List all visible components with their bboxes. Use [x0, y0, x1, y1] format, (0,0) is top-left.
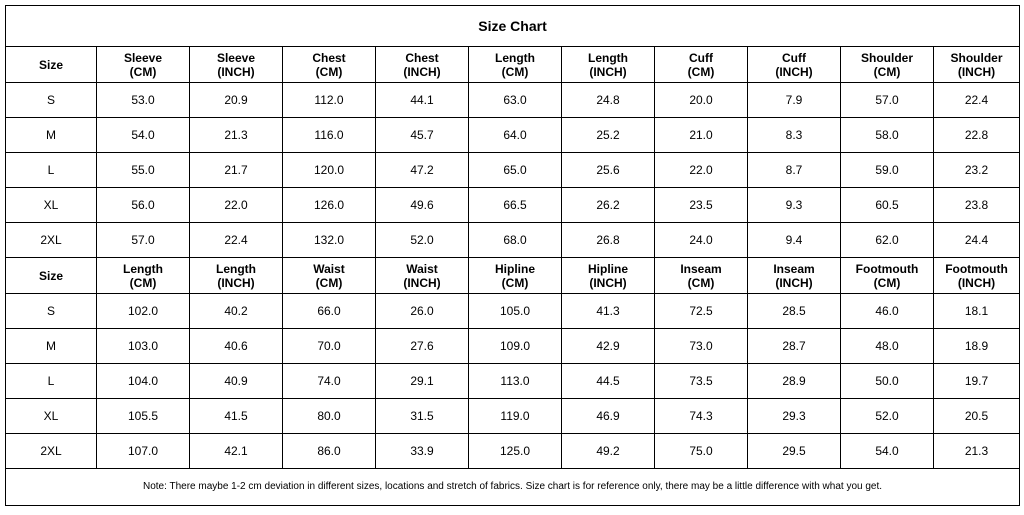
header-unit: (INCH): [589, 64, 627, 79]
header-label: Sleeve: [123, 50, 163, 65]
measurement-cell: 41.3: [562, 294, 655, 329]
top-header-row: [6, 47, 1020, 83]
header-unit: (INCH): [217, 64, 255, 79]
bottom-header-row: [6, 258, 1020, 294]
header-label: Cuff: [689, 50, 713, 65]
header-label: Cuff: [782, 50, 806, 65]
measurement-cell: 27.6: [376, 329, 469, 364]
measurement-cell: 80.0: [283, 399, 376, 434]
measurement-cell: 46.0: [841, 294, 934, 329]
measurement-cell: 73.0: [655, 329, 748, 364]
measurement-cell: 44.5: [562, 364, 655, 399]
header-label: Waist: [313, 261, 345, 276]
measurement-cell: 68.0: [469, 223, 562, 258]
measurement-cell: 112.0: [283, 83, 376, 118]
header-unit: (INCH): [957, 275, 996, 290]
header-unit: (CM): [501, 275, 529, 290]
bottom-header-cell: [376, 258, 469, 294]
header-label: Shoulder: [950, 50, 1003, 65]
header-unit: (INCH): [217, 275, 255, 290]
bottom-header-cell: [190, 258, 283, 294]
measurement-cell: 42.9: [562, 329, 655, 364]
bottom-table-row: [6, 399, 1020, 434]
size-label-cell: M: [6, 329, 97, 364]
measurement-cell: 21.3: [190, 118, 283, 153]
size-chart-table: [5, 5, 1020, 506]
header-label: Shoulder: [860, 50, 913, 65]
header-label: Size: [38, 57, 63, 72]
measurement-cell: 50.0: [841, 364, 934, 399]
measurement-cell: 21.7: [190, 153, 283, 188]
measurement-cell: 52.0: [841, 399, 934, 434]
measurement-cell: 18.9: [934, 329, 1020, 364]
size-label-cell: XL: [6, 399, 97, 434]
measurement-cell: 109.0: [469, 329, 562, 364]
header-unit: (INCH): [775, 64, 813, 79]
header-unit: (CM): [129, 275, 157, 290]
measurement-cell: 47.2: [376, 153, 469, 188]
measurement-cell: 49.2: [562, 434, 655, 469]
measurement-cell: 9.3: [748, 188, 841, 223]
measurement-cell: 29.1: [376, 364, 469, 399]
bottom-header-cell: [934, 258, 1020, 294]
header-unit: (CM): [687, 275, 715, 290]
measurement-cell: 53.0: [97, 83, 190, 118]
measurement-cell: 28.5: [748, 294, 841, 329]
top-table-row: [6, 188, 1020, 223]
header-unit: (INCH): [589, 275, 627, 290]
header-label: Chest: [405, 50, 439, 65]
header-unit: (INCH): [403, 64, 441, 79]
measurement-cell: 63.0: [469, 83, 562, 118]
header-label: Footmouth: [945, 261, 1008, 276]
bottom-header-cell: [748, 258, 841, 294]
measurement-cell: 22.8: [934, 118, 1020, 153]
measurement-cell: 74.3: [655, 399, 748, 434]
measurement-cell: 66.0: [283, 294, 376, 329]
header-unit: (CM): [315, 64, 343, 79]
measurement-cell: 23.2: [934, 153, 1020, 188]
header-unit: (CM): [873, 275, 901, 290]
measurement-cell: 24.4: [934, 223, 1020, 258]
measurement-cell: 40.6: [190, 329, 283, 364]
top-header-cell: [748, 47, 841, 83]
header-label: Size: [38, 268, 63, 283]
top-table-row: [6, 118, 1020, 153]
header-label: Footmouth: [855, 261, 919, 276]
bottom-header-cell: [655, 258, 748, 294]
header-label: Waist: [406, 261, 438, 276]
measurement-cell: 23.8: [934, 188, 1020, 223]
measurement-cell: 31.5: [376, 399, 469, 434]
bottom-header-cell: [97, 258, 190, 294]
measurement-cell: 33.9: [376, 434, 469, 469]
measurement-cell: 26.2: [562, 188, 655, 223]
measurement-cell: 45.7: [376, 118, 469, 153]
bottom-table-row: [6, 364, 1020, 399]
measurement-cell: 29.3: [748, 399, 841, 434]
measurement-cell: 66.5: [469, 188, 562, 223]
measurement-cell: 23.5: [655, 188, 748, 223]
measurement-cell: 22.0: [190, 188, 283, 223]
bottom-table-row: [6, 294, 1020, 329]
measurement-cell: 113.0: [469, 364, 562, 399]
measurement-cell: 54.0: [97, 118, 190, 153]
header-unit: (CM): [873, 64, 901, 79]
header-label: Length: [216, 261, 256, 276]
measurement-cell: 20.5: [934, 399, 1020, 434]
measurement-cell: 104.0: [97, 364, 190, 399]
measurement-cell: 7.9: [748, 83, 841, 118]
measurement-cell: 72.5: [655, 294, 748, 329]
measurement-cell: 22.4: [934, 83, 1020, 118]
measurement-cell: 46.9: [562, 399, 655, 434]
bottom-table-row: [6, 329, 1020, 364]
measurement-cell: 25.6: [562, 153, 655, 188]
header-label: Hipline: [587, 261, 628, 276]
size-label-cell: 2XL: [6, 434, 97, 469]
top-header-cell: [562, 47, 655, 83]
measurement-cell: 20.0: [655, 83, 748, 118]
measurement-cell: 44.1: [376, 83, 469, 118]
header-label: Length: [495, 50, 535, 65]
measurement-cell: 24.0: [655, 223, 748, 258]
measurement-cell: 55.0: [97, 153, 190, 188]
measurement-cell: 52.0: [376, 223, 469, 258]
header-label: Chest: [312, 50, 346, 65]
top-table-row: [6, 153, 1020, 188]
header-unit: (CM): [687, 64, 715, 79]
measurement-cell: 62.0: [841, 223, 934, 258]
measurement-cell: 49.6: [376, 188, 469, 223]
measurement-cell: 74.0: [283, 364, 376, 399]
measurement-cell: 9.4: [748, 223, 841, 258]
measurement-cell: 21.3: [934, 434, 1020, 469]
measurement-cell: 8.3: [748, 118, 841, 153]
header-label: Length: [588, 50, 628, 65]
measurement-cell: 120.0: [283, 153, 376, 188]
measurement-cell: 60.5: [841, 188, 934, 223]
top-header-cell: [376, 47, 469, 83]
measurement-cell: 26.0: [376, 294, 469, 329]
top-table-row: [6, 223, 1020, 258]
measurement-cell: 58.0: [841, 118, 934, 153]
note-text: Note: There maybe 1-2 cm deviation in different sizes, locations and stretch of fabrics. Size chart is for reference only, there may be a little difference with what you get.: [6, 469, 1020, 506]
measurement-cell: 25.2: [562, 118, 655, 153]
measurement-cell: 22.0: [655, 153, 748, 188]
header-label: Inseam: [680, 261, 722, 276]
header-unit: (INCH): [957, 64, 996, 79]
top-header-cell: [934, 47, 1020, 83]
measurement-cell: 116.0: [283, 118, 376, 153]
chart-title: Size Chart: [6, 6, 1020, 47]
measurement-cell: 126.0: [283, 188, 376, 223]
size-label-cell: L: [6, 153, 97, 188]
header-label: Length: [123, 261, 163, 276]
measurement-cell: 48.0: [841, 329, 934, 364]
top-header-cell: [283, 47, 376, 83]
header-unit: (CM): [315, 275, 343, 290]
size-label-cell: S: [6, 83, 97, 118]
measurement-cell: 103.0: [97, 329, 190, 364]
bottom-header-cell: [6, 258, 97, 294]
measurement-cell: 57.0: [97, 223, 190, 258]
measurement-cell: 8.7: [748, 153, 841, 188]
measurement-cell: 75.0: [655, 434, 748, 469]
measurement-cell: 57.0: [841, 83, 934, 118]
size-label-cell: S: [6, 294, 97, 329]
measurement-cell: 22.4: [190, 223, 283, 258]
measurement-cell: 132.0: [283, 223, 376, 258]
measurement-cell: 40.2: [190, 294, 283, 329]
measurement-cell: 24.8: [562, 83, 655, 118]
measurement-cell: 102.0: [97, 294, 190, 329]
measurement-cell: 29.5: [748, 434, 841, 469]
measurement-cell: 65.0: [469, 153, 562, 188]
header-label: Sleeve: [216, 50, 256, 65]
header-unit: (INCH): [403, 275, 441, 290]
header-unit: (INCH): [775, 275, 813, 290]
measurement-cell: 70.0: [283, 329, 376, 364]
measurement-cell: 59.0: [841, 153, 934, 188]
size-label-cell: M: [6, 118, 97, 153]
header-unit: (CM): [129, 64, 157, 79]
top-header-cell: [841, 47, 934, 83]
top-header-cell: [469, 47, 562, 83]
measurement-cell: 107.0: [97, 434, 190, 469]
measurement-cell: 119.0: [469, 399, 562, 434]
bottom-header-cell: [469, 258, 562, 294]
measurement-cell: 28.7: [748, 329, 841, 364]
bottom-table-row: [6, 434, 1020, 469]
measurement-cell: 64.0: [469, 118, 562, 153]
measurement-cell: 19.7: [934, 364, 1020, 399]
header-label: Hipline: [494, 261, 535, 276]
measurement-cell: 73.5: [655, 364, 748, 399]
measurement-cell: 41.5: [190, 399, 283, 434]
top-header-cell: [190, 47, 283, 83]
size-label-cell: XL: [6, 188, 97, 223]
header-label: Inseam: [773, 261, 815, 276]
size-label-cell: L: [6, 364, 97, 399]
measurement-cell: 28.9: [748, 364, 841, 399]
measurement-cell: 105.0: [469, 294, 562, 329]
measurement-cell: 18.1: [934, 294, 1020, 329]
top-header-cell: [97, 47, 190, 83]
bottom-header-cell: [562, 258, 655, 294]
measurement-cell: 20.9: [190, 83, 283, 118]
measurement-cell: 21.0: [655, 118, 748, 153]
top-header-cell: [655, 47, 748, 83]
measurement-cell: 26.8: [562, 223, 655, 258]
bottom-header-cell: [841, 258, 934, 294]
measurement-cell: 54.0: [841, 434, 934, 469]
measurement-cell: 86.0: [283, 434, 376, 469]
measurement-cell: 40.9: [190, 364, 283, 399]
size-label-cell: 2XL: [6, 223, 97, 258]
measurement-cell: 125.0: [469, 434, 562, 469]
measurement-cell: 56.0: [97, 188, 190, 223]
measurement-cell: 42.1: [190, 434, 283, 469]
header-unit: (CM): [501, 64, 529, 79]
top-header-cell: [6, 47, 97, 83]
measurement-cell: 105.5: [97, 399, 190, 434]
note-row: [6, 469, 1020, 506]
bottom-header-cell: [283, 258, 376, 294]
top-table-row: [6, 83, 1020, 118]
